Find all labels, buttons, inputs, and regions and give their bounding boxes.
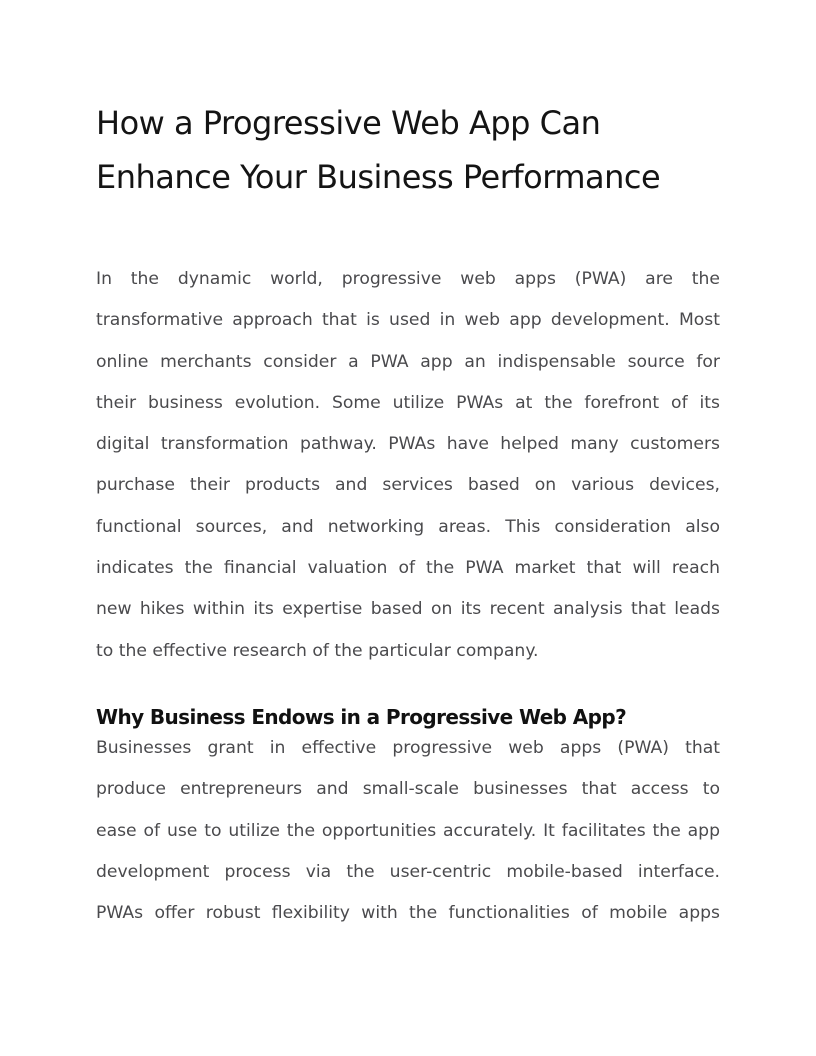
- intro-line: In the dynamic world, progressive web apps (PWA) are the: [96, 269, 720, 289]
- intro-line: transformative approach that is used in web app development. Most: [96, 310, 720, 331]
- section-line: Businesses grant in effective progressive web apps (PWA) that: [96, 738, 720, 758]
- section-line: ease of use to utilize the opportunities accurately. It facilitates the app: [96, 820, 720, 841]
- intro-line: purchase their products and services based on various devices,: [96, 475, 720, 496]
- intro-line: new hikes within its expertise based on its recent analysis that leads: [96, 599, 720, 620]
- intro-line: digital transformation pathway. PWAs have helped many customers: [96, 434, 720, 455]
- section-heading: Why Business Endows in a Progressive Web App?: [96, 705, 627, 729]
- intro-line: to the effective research of the particular company.: [96, 640, 539, 661]
- section-line: development process via the user-centric mobile-based interface.: [96, 861, 720, 882]
- intro-line: their business evolution. Some utilize PWAs at the forefront of its: [96, 392, 720, 413]
- title-line-1: How a Progressive Web App Can: [96, 104, 601, 142]
- intro-line: online merchants consider a PWA app an indispensable source for: [96, 351, 720, 372]
- intro-line: indicates the financial valuation of the PWA market that will reach: [96, 558, 720, 579]
- intro-line: functional sources, and networking areas. This consideration also: [96, 516, 720, 537]
- title-line-2: Enhance Your Business Performance: [96, 158, 661, 196]
- article-title: [96, 96, 720, 204]
- intro-paragraph: [96, 259, 720, 672]
- section-line: produce entrepreneurs and small-scale businesses that access to: [96, 779, 720, 800]
- section-paragraph: [96, 728, 720, 934]
- section-line: PWAs offer robust flexibility with the functionalities of mobile apps: [96, 903, 720, 924]
